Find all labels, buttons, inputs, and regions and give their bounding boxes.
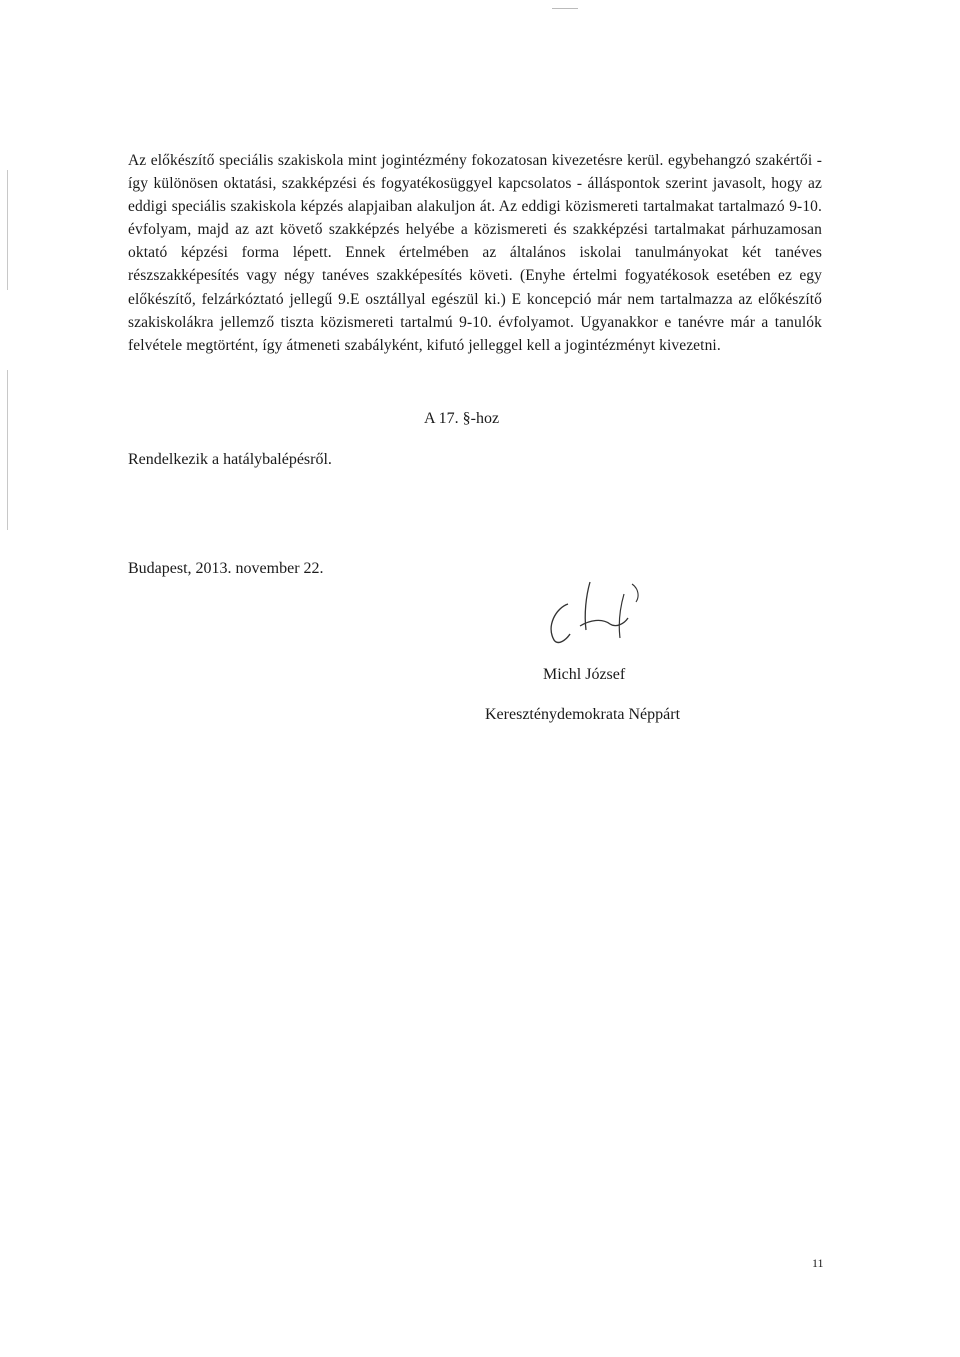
scan-edge-mark (7, 370, 8, 530)
section-reference: A 17. §-hoz (424, 410, 500, 427)
signer-name: Michl József (543, 666, 626, 683)
closing-statement: Rendelkezik a hatálybalépésről. (128, 451, 332, 468)
handwritten-signature (528, 574, 658, 654)
signer-party: Kereszténydemokrata Néppárt (485, 706, 681, 723)
place-and-date: Budapest, 2013. november 22. (128, 560, 324, 577)
page-number: 11 (812, 1256, 824, 1270)
scan-artifact-top (552, 8, 578, 9)
justification-paragraph: Az előkészítő speciális szakiskola mint jogintézmény fokozatosan kivezetésre kerül. egybehangzó szakértői - így különösen oktatási, szakképzési és fogyatékosüggyel kapcsolatos - álláspontok szerint javasolt, hogy az eddigi speciális szakiskola képzés alapjaiban alakuljon át. Az eddigi közismereti tartalmakat tartalmazó 9-10. évfolyam, majd az azt követő szakképzés helyébe a közismereti és szakképzési tartalmakat párhuzamosan oktató képzési forma lépett. Ennek értelmében az általános iskolai tanulmányokat két tanéves részszakképesítés vagy négy tanéves szakképesítés követi. (Enyhe értelmi fogyatékosok esetében ez egy előkészítő, felzárkóztató jellegű 9.E osztállyal egészül ki.) E koncepció már nem tartalmazza az előkészítő szakiskolákra jellemző tiszta közismereti tartalmú 9-10. évfolyamot. Ugyanakkor e tanévre már a tanulók felvétele megtörtént, így átmeneti szabályként, kifutó jelleggel kell a jogintézményt kivezetni. (128, 152, 822, 354)
scan-edge-mark (7, 170, 8, 290)
